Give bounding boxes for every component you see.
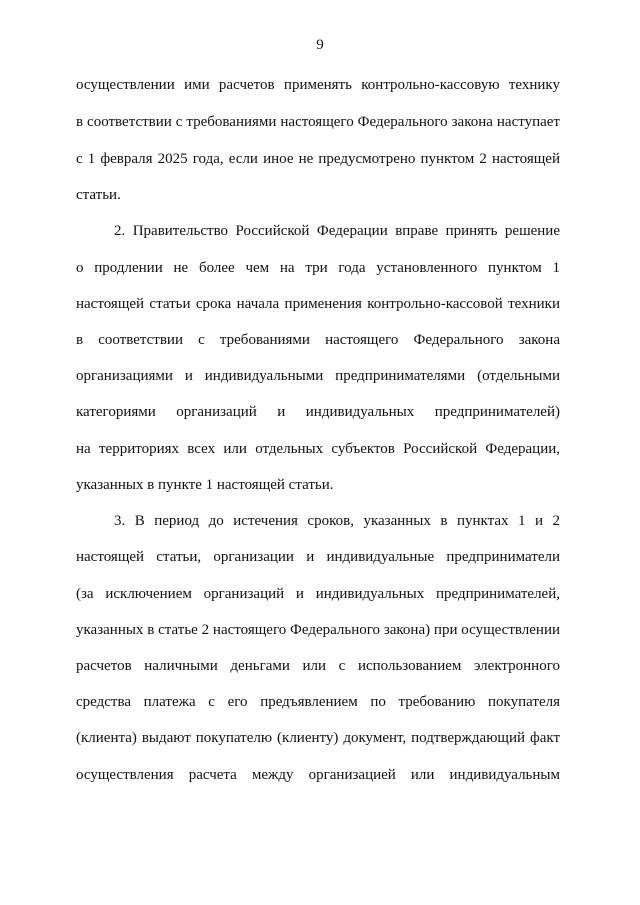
text-line: на территориях всех или отдельных субъектов Российской Федерации, — [76, 441, 560, 457]
text-line: (за исключением организаций и индивидуальных предпринимателей, — [76, 586, 560, 602]
page-number: 9 — [316, 37, 324, 53]
text-line: настоящей статьи, организации и индивидуальные предприниматели — [76, 549, 560, 565]
text-line: осуществлении ими расчетов применять контрольно-кассовую технику — [76, 77, 560, 93]
paragraph-first-line: 3. В период до истечения сроков, указанных в пунктах 1 и 2 — [114, 513, 560, 529]
text-line: о продлении не более чем на три года установленного пунктом 1 — [76, 260, 560, 276]
text-line: настоящей статьи срока начала применения контрольно-кассовой техники — [76, 296, 560, 312]
text-line: в соответствии с требованиями настоящего Федерального закона — [76, 332, 560, 348]
text-line: указанных в пункте 1 настоящей статьи. — [76, 477, 334, 493]
text-line: осуществления расчета между организацией или индивидуальным — [76, 767, 560, 783]
text-line: расчетов наличными деньгами или с использованием электронного — [76, 658, 560, 674]
text-line: категориями организаций и индивидуальных предпринимателей) — [76, 404, 560, 420]
text-line: средства платежа с его предъявлением по требованию покупателя — [76, 694, 560, 710]
text-line: указанных в статье 2 настоящего Федерального закона) при осуществлении — [76, 622, 560, 638]
paragraph-first-line: 2. Правительство Российской Федерации вправе принять решение — [114, 223, 560, 239]
text-line: в соответствии с требованиями настоящего Федерального закона наступает — [76, 114, 560, 130]
text-line: с 1 февраля 2025 года, если иное не предусмотрено пунктом 2 настоящей — [76, 151, 560, 167]
text-line: организациями и индивидуальными предпринимателями (отдельными — [76, 368, 560, 384]
text-line: (клиента) выдают покупателю (клиенту) документ, подтверждающий факт — [76, 730, 560, 746]
text-line: статьи. — [76, 187, 121, 203]
